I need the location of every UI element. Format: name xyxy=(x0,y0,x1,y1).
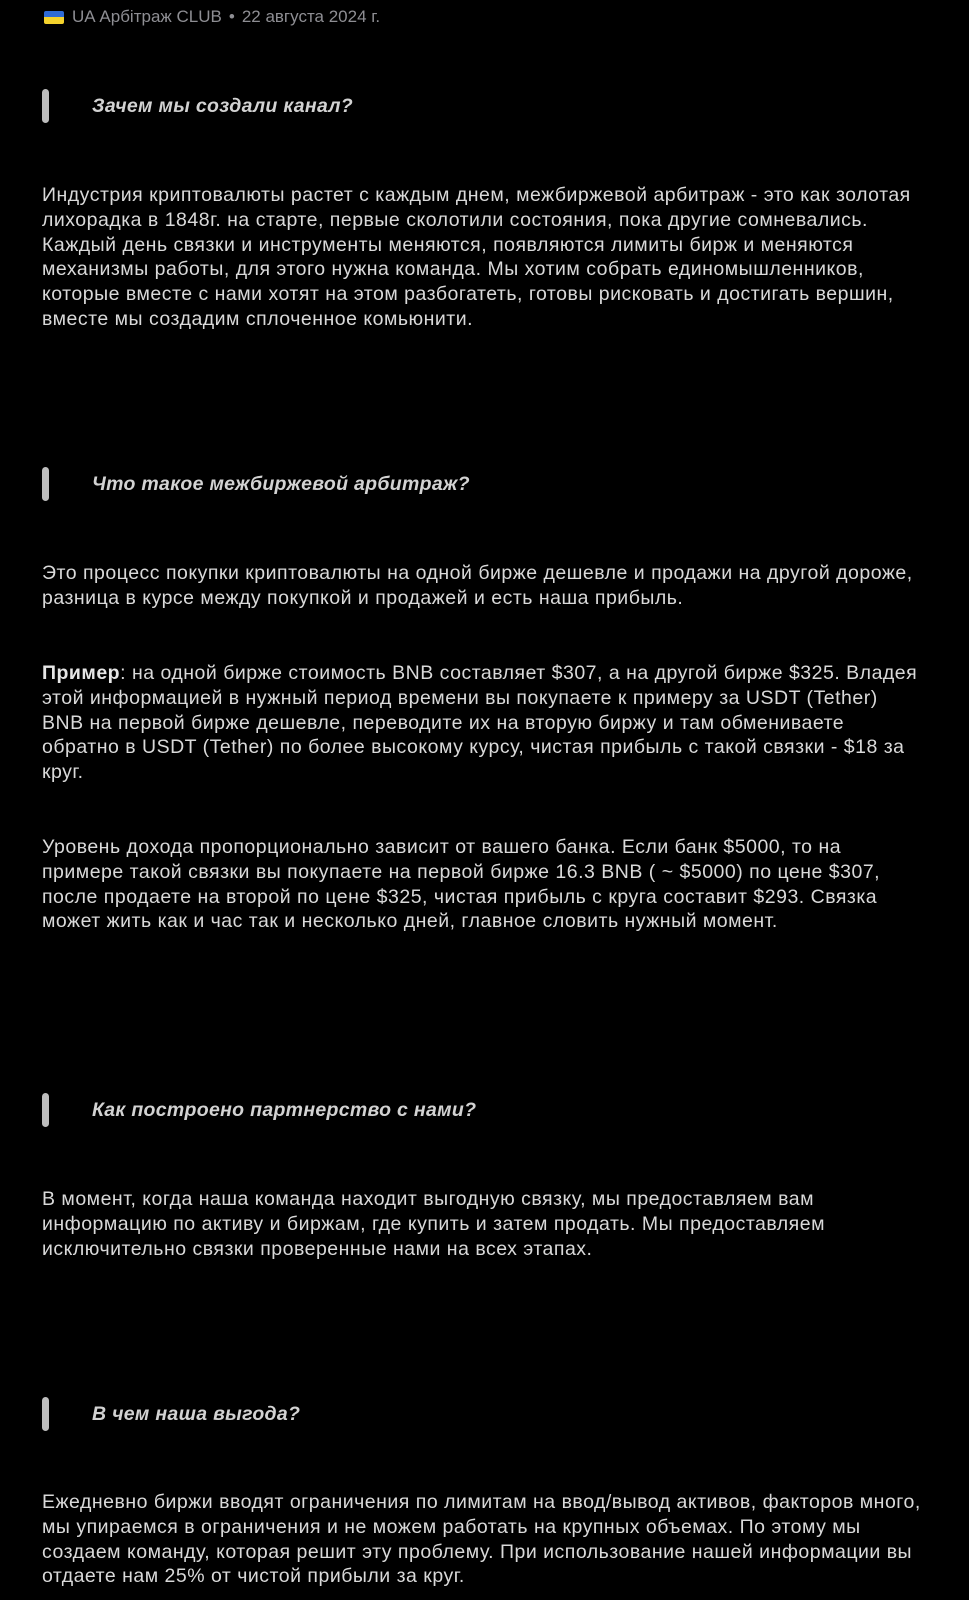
section-paragraph: В момент, когда наша команда находит выгодную связку, мы предоставляем вам информацию по активу и биржам, где купить и затем продать. Мы предоставляем исключительно связки проверенные нами на всех этапах. xyxy=(42,1188,825,1260)
section-heading-our-benefit xyxy=(42,1397,300,1431)
section-heading-why-channel xyxy=(42,89,353,123)
ukraine-flag-icon xyxy=(44,11,64,24)
section-title: Что такое межбиржевой арбитраж? xyxy=(92,472,470,495)
example-text: : на одной бирже стоимость BNB составляет $307, а на другой бирже $325. Владея этой информацией в нужный период времени вы покупаете к примеру за USDT (Tether) BNB на первой бирже дешевле, переводите их на вторую биржу и там обмениваете обратно в USDT (Tether) по более высокому курсу, чистая прибыль с такой связки - $18 за круг. xyxy=(42,662,918,784)
section-heading-what-is-arbitrage xyxy=(42,467,470,501)
meta-separator: • xyxy=(228,7,235,26)
quote-bar xyxy=(42,1397,49,1431)
section-heading-partnership xyxy=(42,1093,476,1127)
quote-bar xyxy=(42,467,49,501)
section-title: В чем наша выгода? xyxy=(92,1402,301,1425)
section-paragraph: Ежедневно биржи вводят ограничения по лимитам на ввод/вывод активов, факторов много, мы упираемся в ограничения и не можем работать на крупных объемах. По этому мы создаем команду, которая решит эту проблему. При использование нашей информации вы отдаете нам 25% от чистой прибыли за круг. xyxy=(42,1491,921,1588)
section-paragraph: Это процесс покупки криптовалюты на одной бирже дешевле и продажи на другой дороже, разница в курсе между покупкой и продажей и есть наша прибыль. xyxy=(42,562,913,609)
example-paragraph xyxy=(42,661,922,785)
section-title: Как построено партнерство с нами? xyxy=(92,1098,477,1121)
quote-bar xyxy=(42,1093,49,1127)
section-paragraph: Индустрия криптовалюты растет с каждым днем, межбиржевой арбитраж - это как золотая лихорадка в 1848г. на старте, первые сколотили состояния, пока другие сомневались. Каждый день связки и инструменты меняются, появляются лимиты бирж и меняются механизмы работы, для этого нужна команда. Мы хотим собрать единомышленников, которые вместе с нами хотят на этом разбогатеть, готовы рисковать и достигать вершин, вместе мы создадим сплоченное комьюнити. xyxy=(42,184,911,330)
example-label: Пример xyxy=(42,662,121,684)
post-meta xyxy=(44,7,380,27)
channel-name[interactable]: UA Арбітраж CLUB xyxy=(72,7,222,26)
section-title: Зачем мы создали канал? xyxy=(92,94,353,117)
post-date: 22 августа 2024 г. xyxy=(241,7,381,26)
section-paragraph: Уровень дохода пропорционально зависит от вашего банка. Если банк $5000, то на примере такой связки вы покупаете на первой бирже 16.3 BNB ( ~ $5000) по цене $307, после продаете на второй по цене $325, чистая прибыль с круга составит $293. Связка может жить как и час так и несколько дней, главное словить нужный момент. xyxy=(42,836,881,933)
quote-bar xyxy=(42,89,49,123)
